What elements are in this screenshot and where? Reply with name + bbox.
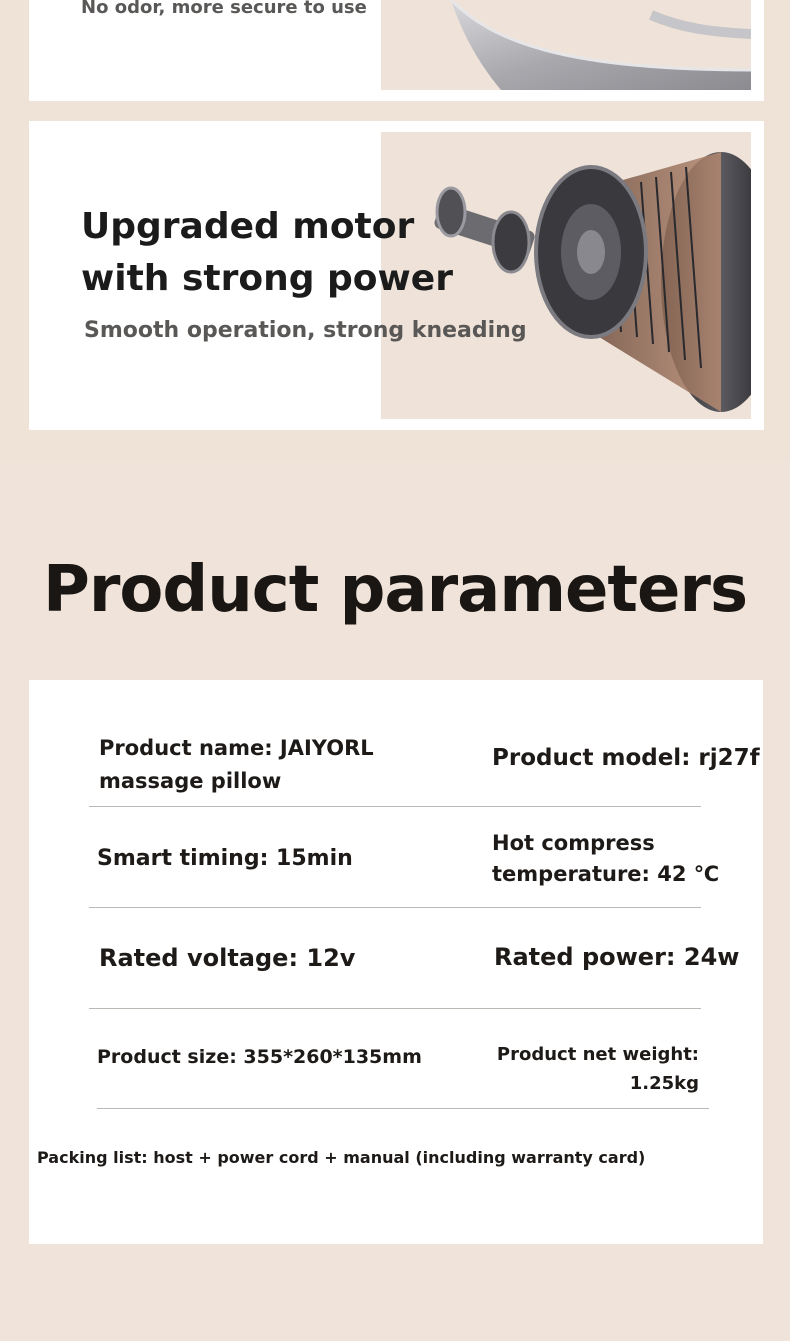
parameters-card bbox=[29, 680, 763, 1244]
motor-feature-title: Upgraded motor with strong power bbox=[81, 206, 453, 299]
row-divider bbox=[89, 1008, 701, 1009]
param-product-name: Product name: JAIYORL massage pillow bbox=[99, 736, 374, 793]
row-divider bbox=[89, 907, 701, 908]
parameters-section-title: Product parameters bbox=[42, 553, 748, 627]
param-net-weight-label: Product net weight: bbox=[496, 1044, 699, 1065]
param-product-size: Product size: 355*260*135mm bbox=[97, 1046, 422, 1068]
pillow-edge-icon bbox=[381, 0, 751, 90]
param-rated-voltage: Rated voltage: 12v bbox=[99, 944, 356, 972]
param-smart-timing: Smart timing: 15min bbox=[97, 846, 353, 871]
param-net-weight-value: 1.25kg bbox=[629, 1073, 699, 1094]
pillow-edge-photo bbox=[381, 0, 751, 90]
motor-feature-card bbox=[29, 121, 764, 430]
row-divider bbox=[89, 806, 701, 807]
odor-feature-subtitle: No odor, more secure to use bbox=[81, 0, 367, 18]
param-hot-compress-temperature: Hot compress temperature: 42 ℃ bbox=[492, 831, 720, 886]
param-rated-power: Rated power: 24w bbox=[494, 943, 740, 971]
packing-list: Packing list: host + power cord + manual (including warranty card) bbox=[37, 1148, 646, 1167]
param-net-weight bbox=[469, 1040, 699, 1098]
param-product-model: Product model: rj27f bbox=[492, 745, 760, 771]
row-divider bbox=[97, 1108, 709, 1109]
motor-feature-subtitle: Smooth operation, strong kneading bbox=[84, 318, 527, 343]
odor-feature-card bbox=[29, 0, 764, 101]
